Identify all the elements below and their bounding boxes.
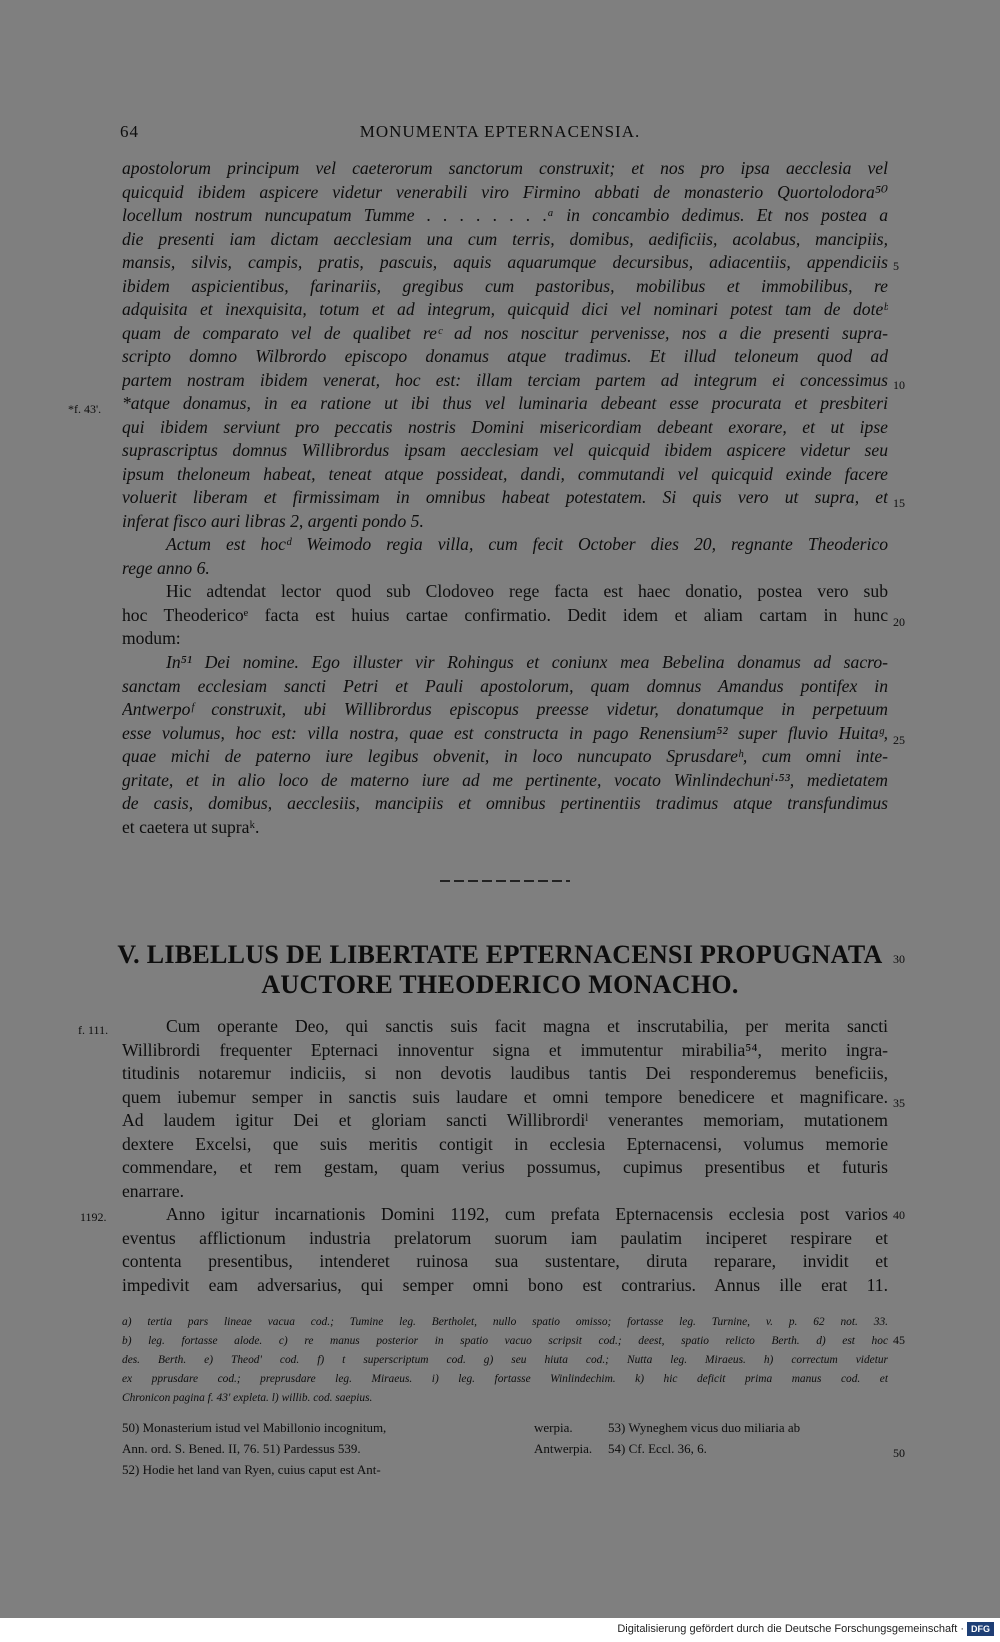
editor-comment (122, 580, 888, 651)
note-line: werpia. (534, 1420, 573, 1435)
note-line: des. Berth. e) Theod' cod. f) t superscriptum cod. g) seu hiuta cod.; Nutta leg. Miraeus. h) correctum videtur (122, 1354, 888, 1366)
text-line: In⁵¹ Dei nomine. Ego illuster vir Rohingus et coniunx mea Bebelina donamus ad sacro- (166, 652, 888, 672)
second-charter (122, 651, 888, 839)
text-line: partem nostram ibidem venerat, hoc est: illam terciam partem ad integrum ei concessimus (122, 369, 888, 390)
text-line: et caetera ut supraᵏ. (122, 816, 260, 837)
text-line: enarrare. (122, 1180, 185, 1201)
text-line: quem iubemur semper in sanctis suis laudare et omni tempore benedicere et magnificare. (122, 1086, 888, 1107)
text-line: esse volumus, hoc est: villa nostra, quae est constructa in pago Renensium⁵² super fluvio Huitaᵍ, (122, 722, 888, 743)
text-line: Anno igitur incarnationis Domini 1192, cum prefata Epternacensis ecclesia post varios (166, 1204, 888, 1224)
running-header (0, 122, 1000, 146)
text-line: sanctam ecclesiam sancti Petri et Pauli apostolorum, quam domnus Amandus pontifex in (122, 675, 888, 696)
text-line: voluerit liberam et firmissimam in omnibus habeat potestatem. Si quis vero ut supra, et (122, 487, 888, 507)
text-line: apostolorum principum vel caeterorum sanctorum construxit; et nos pro ipsa aecclesia vel (122, 158, 888, 178)
text-line: die presenti iam dictam aecclesiam una cum terris, domibus, aedificiis, acolabus, mancipiis, (122, 228, 888, 249)
text-line: titudinis notaremur indiciis, si non devotis laudibus tantis Dei responderemus beneficiis, (122, 1063, 888, 1083)
libellus-text (122, 1015, 888, 1297)
margin-year-note: 1192. (80, 1210, 107, 1224)
text-line: Antwerpoᶠ construxit, ubi Willibrordus episcopus preesse videtur, donatumque in perpetuum (122, 699, 888, 719)
margin-folio-note: f. 111. (78, 1023, 109, 1037)
note-line: ex pprusdare cod.; preprusdare leg. Miraeus. i) leg. fortasse Winlindechim. k) hic deficit prima manus cod. et (122, 1373, 888, 1385)
text-line: scripto domno Wilbrordo episcopo donamus atque tradimus. Et illud teloneum quod ad (122, 346, 888, 366)
text-line: quae michi de paterno iure legibus obvenit, in loco nuncupato Sprusdareʰ, cum omni inte- (122, 746, 888, 766)
text-line: Actum est hocᵈ Weimodo regia villa, cum fecit October dies 20, regnante Theoderico (166, 534, 888, 554)
margin-folio-note: *f. 43'. (68, 402, 102, 416)
line-number: 15 (893, 496, 905, 510)
note-line: 52) Hodie het land van Ryen, cuius caput est Ant- (122, 1462, 381, 1477)
note-line: a) tertia pars lineae vacua cod.; Tumine leg. Bertholet, nullo spatio omisso; fortasse leg. Turnine, v. p. 62 not. 33. (122, 1316, 888, 1328)
dfg-logo: DFG (967, 1622, 994, 1636)
footer-text: Digitalisierung gefördert durch die Deutsche Forschungsgemeinschaft · (617, 1623, 964, 1635)
section-heading-line1: V. LIBELLUS DE LIBERTATE EPTERNACENSI PROPUGNATA (117, 940, 883, 969)
note-line: Ann. ord. S. Bened. II, 76. 51) Pardessus 539. (122, 1441, 361, 1456)
text-line: mansis, silvis, campis, pratis, pascuis, aquis aquarumque decursibus, adiacentiis, appendiciis (122, 252, 888, 272)
digitization-footer (0, 1618, 1000, 1642)
text-line: modum: (122, 628, 181, 648)
note-line: Antwerpia. (534, 1441, 593, 1456)
text-line: quam de comparato vel de qualibet reᶜ ad nos noscitur pervenisse, nos a die presenti supra- (122, 322, 888, 343)
note-line: 50) Monasterium istud vel Mabillonio incognitum, (122, 1420, 387, 1435)
text-line: hoc Theodericoᵉ facta est huius cartae confirmatio. Dedit idem et aliam cartam in hunc (122, 604, 888, 625)
text-line: ibidem aspicientibus, farinariis, gregibus cum pastoribus, mobilibus et immobilibus, re (122, 275, 888, 296)
page-number: 64 (120, 122, 139, 141)
line-number: 30 (893, 952, 905, 966)
text-line: qui ibidem serviunt pro peccatis nostris Domini misericordiam debeant exorare, et ut ipse (122, 416, 888, 437)
text-line: rege anno 6. (122, 557, 210, 578)
text-line: inferat fisco auri libras 2, argenti pondo 5. (122, 510, 424, 531)
text-line: ipsum theloneum habeat, teneat atque possideat, dandi, commutandi vel quicquid exinde facere (122, 463, 888, 484)
text-line: Ad laudem igitur Dei et gloriam sancti Willibrordiˡ venerantes memoriam, mutationem (122, 1110, 888, 1130)
historical-notes-col3 (608, 1417, 800, 1459)
historical-notes-col2 (534, 1417, 592, 1459)
line-number: 20 (893, 615, 905, 629)
text-line: gritate, et in alio loco de materno iure ad me pertinente, vocato Winlindechunⁱ·⁵³, medietatem (122, 769, 888, 790)
line-number: 10 (893, 378, 905, 392)
note-line: 54) Cf. Eccl. 36, 6. (608, 1441, 707, 1456)
running-title: MONUMENTA EPTERNACENSIA. (359, 122, 641, 141)
note-line: Chronicon pagina f. 43' expleta. l) willib. cod. saepius. (122, 1392, 373, 1404)
text-line: quicquid ibidem aspicere videtur venerabili viro Firmino abbati de monasterio Quortolodora⁵⁰ (122, 181, 888, 202)
text-line: Willibrordi frequenter Epternaci innoventur signa et immutentur mirabilia⁵⁴, merito ingra- (122, 1039, 888, 1060)
text-line: Hic adtendat lector quod sub Clodoveo rege facta est haec donatio, postea vero sub (166, 581, 888, 601)
text-line: eventus afflictionum industria prelatorum suorum iam paulatim inciperet respirare et (122, 1227, 888, 1248)
note-line: 53) Wyneghem vicus duo miliaria ab (608, 1420, 801, 1435)
text-line: suprascriptus domnus Willibrordus ipsam aecclesiam vel quicquid ibidem aspicere videtur seu (122, 440, 888, 460)
section-separator (440, 880, 570, 882)
line-number: 50 (893, 1446, 905, 1460)
text-line: de casis, domibus, aecclesiis, mancipiis et omnibus pertinentiis tradimus atque transfundimus (122, 793, 888, 813)
line-number: 45 (893, 1333, 905, 1347)
text-line: Cum operante Deo, qui sanctis suis facit magna et inscrutabilia, per merita sancti (166, 1016, 888, 1036)
line-number: 40 (893, 1208, 905, 1222)
line-number: 35 (893, 1096, 905, 1110)
charter-text (122, 157, 888, 580)
text-line: dextere Excelsi, que suis meritis contigit in ecclesia Epternacensi, volumus memorie (122, 1133, 888, 1154)
text-line: impedivit eam adversarius, qui semper omni bono est contrarius. Annus ille erat 11. (122, 1274, 888, 1295)
section-heading-line2: AUCTORE THEODERICO MONACHO. (261, 970, 739, 999)
text-line: contenta presentibus, intenderet ruinosa sua sustentare, diruta reparare, invidit et (122, 1251, 888, 1271)
historical-notes-col1 (122, 1417, 386, 1480)
text-line: locellum nostrum nuncupatum Tumme . . . . . . . .ᵃ in concambio dedimus. Et nos postea a (122, 205, 888, 225)
note-line: b) leg. fortasse alode. c) re manus posterior in spatio vacuo scripsit cod.; deest, spatio relicto Berth. d) est hoc (122, 1335, 888, 1347)
text-line: commendare, et rem gestam, quam verius possumus, cupimus presentibus et futuris (122, 1157, 888, 1177)
text-line: *atque donamus, in ea ratione ut ibi thus vel luminaria debeant esse procurata et presbiteri (122, 393, 888, 413)
text-line: adquisita et inexquisita, totum et ad integrum, quicquid dici vel nominari potest tam de doteᵇ (122, 299, 888, 319)
line-number: 25 (893, 733, 905, 747)
line-number: 5 (893, 259, 899, 273)
textual-notes (122, 1313, 888, 1408)
